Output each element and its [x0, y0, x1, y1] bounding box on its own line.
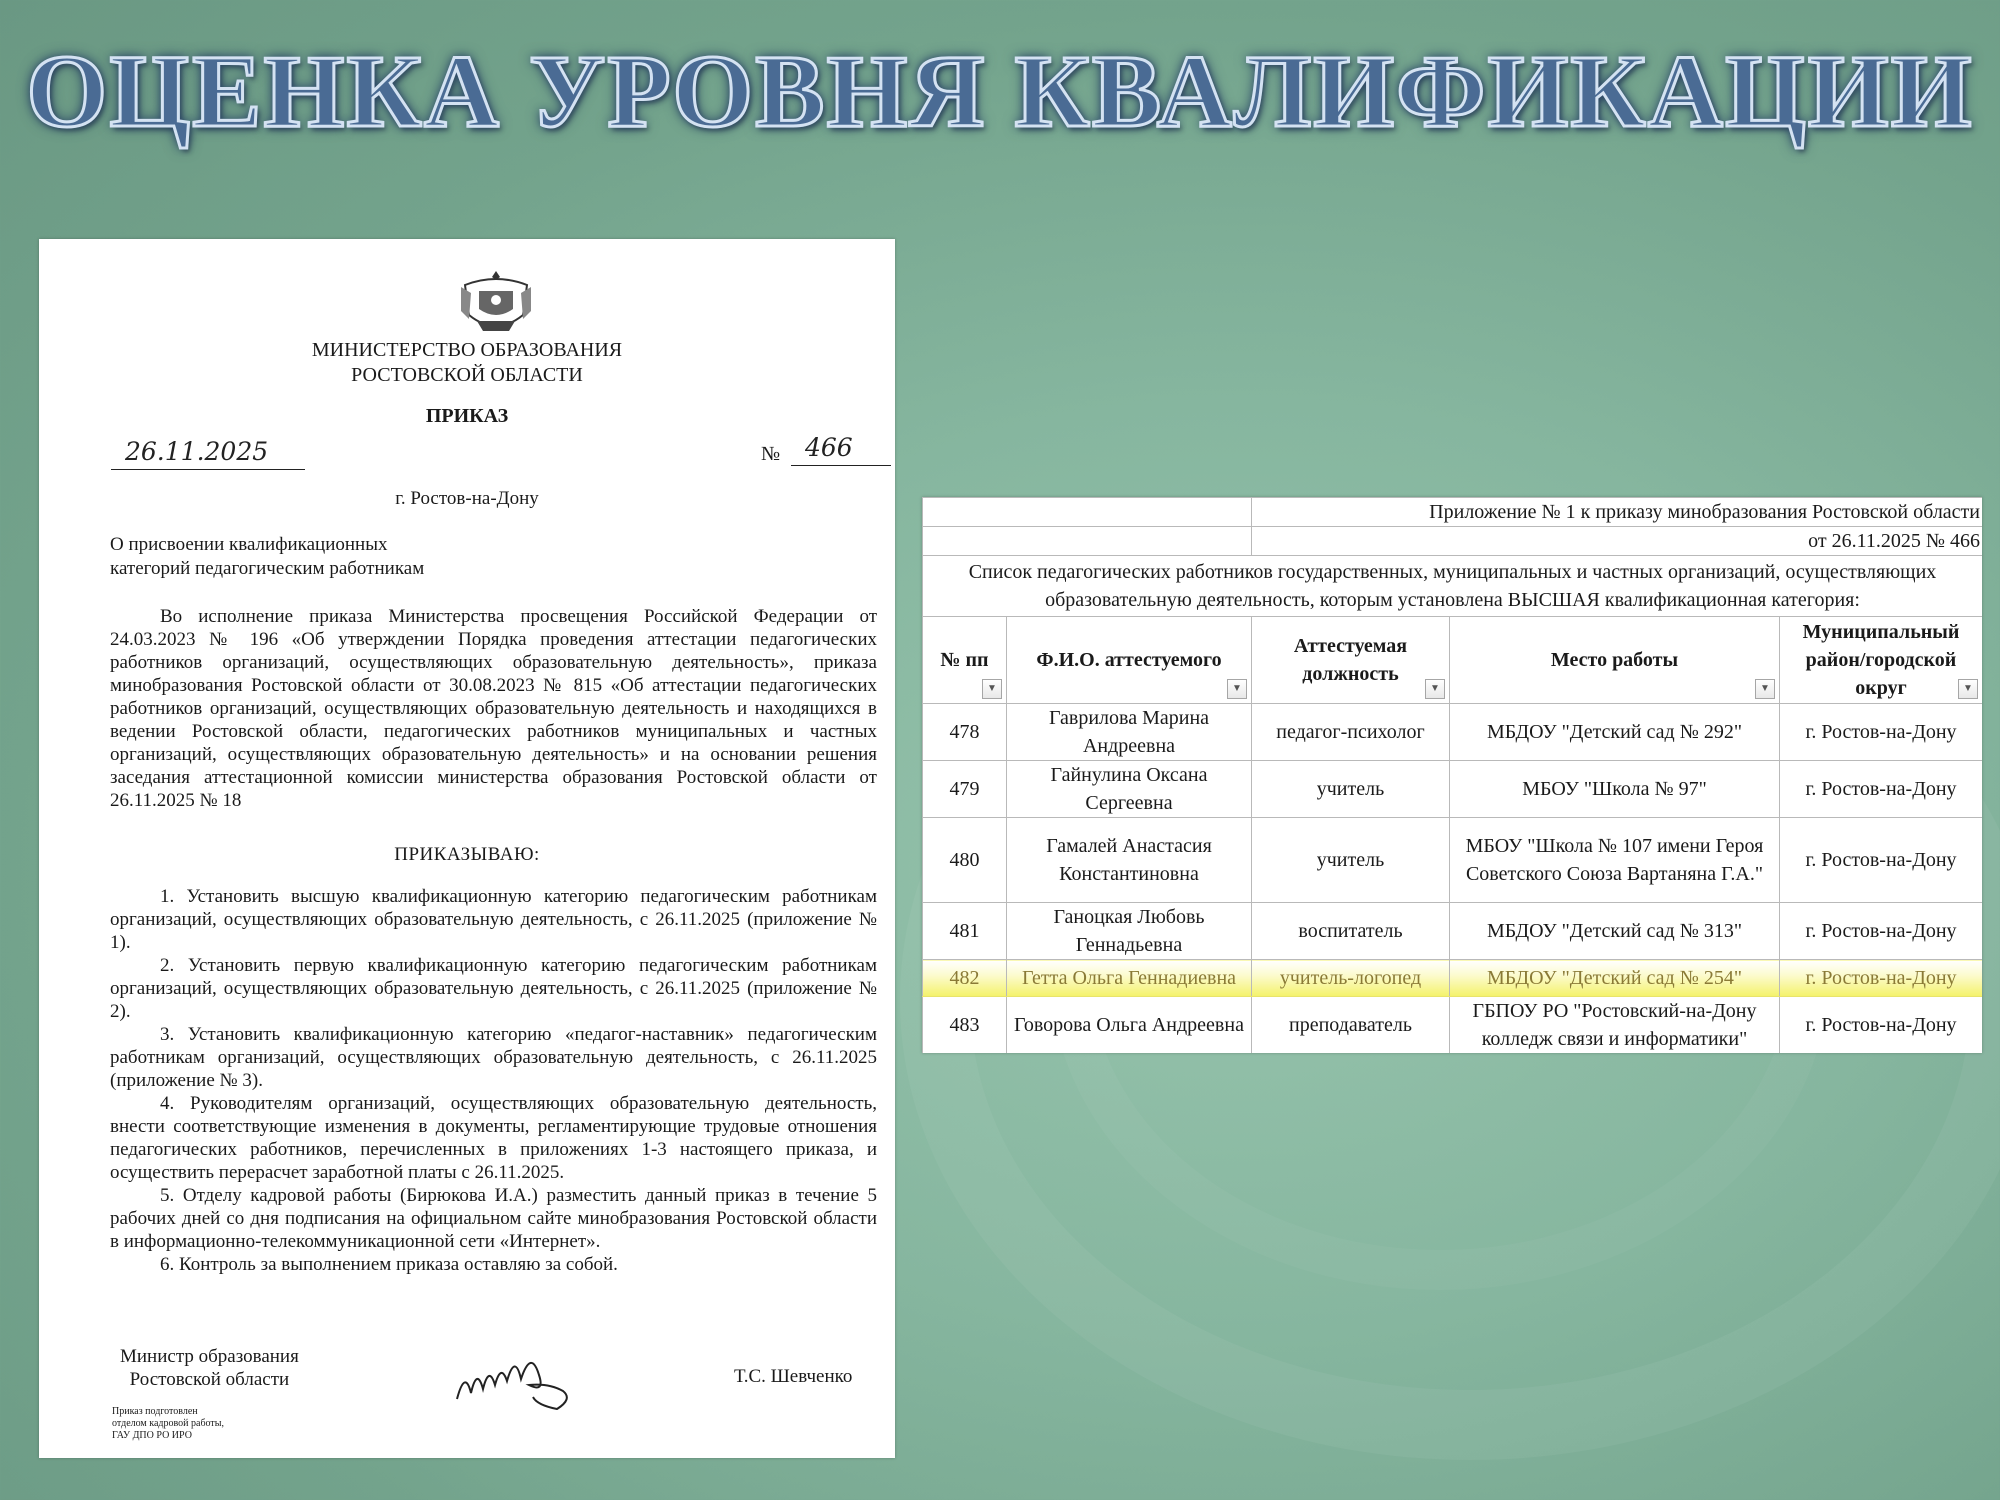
- filter-dropdown-icon[interactable]: ▼: [982, 679, 1002, 699]
- header-district: Муниципальный район/городской округ ▼: [1780, 617, 1983, 704]
- prepared-by-note: Приказ подготовлен отделом кадровой работы, ГАУ ДПО РО ИРО: [112, 1406, 224, 1441]
- order-number: 466: [791, 431, 891, 466]
- annex-title: Приложение № 1 к приказу минобразования Ростовской области: [1252, 498, 1983, 527]
- signatory-name: Т.С. Шевченко: [734, 1366, 853, 1387]
- order-subject: О присвоении квалификационных категорий педагогическим работникам: [110, 534, 425, 579]
- order-item: 4. Руководителям организаций, осуществляющих образовательную деятельность, внести соответствующие изменения в документы, регламентирующие трудовые отношения педагогических работников, перечисленных в приложениях 1-3 настоящего приказа, и осуществить перерасчет заработной платы с 26.11.2025.: [110, 1093, 877, 1183]
- order-word: ПРИКАЗЫВАЮ:: [394, 844, 540, 865]
- annex-table: [922, 497, 1982, 1053]
- table-row: 480 Гамалей Анастасия Константиновна учитель МБОУ "Школа № 107 имени Героя Советского Союза Вартаняна Г.А." г. Ростов-на-Дону: [923, 818, 1983, 903]
- table-row: 479 Гайнулина Оксана Сергеевна учитель МБОУ "Школа № 97" г. Ростов-на-Дону: [923, 761, 1983, 818]
- ministry-name: МИНИСТЕРСТВО ОБРАЗОВАНИЯ РОСТОВСКОЙ ОБЛАСТИ: [311, 339, 623, 386]
- header-position: Аттестуемая должность ▼: [1252, 617, 1450, 704]
- order-item: 3. Установить квалификационную категорию «педагог-наставник» педагогическим работникам организаций, осуществляющих образовательную деятельность, с 26.11.2025 (приложение № 3).: [110, 1024, 877, 1091]
- annex-description: Список педагогических работников государственных, муниципальных и частных организаций, осуществляющих образовательную деятельность, которым установлена ВЫСШАЯ квалификационная категория:: [923, 556, 1983, 617]
- order-document: [39, 239, 895, 1458]
- filter-dropdown-icon[interactable]: ▼: [1227, 679, 1247, 699]
- header-workplace: Место работы ▼: [1450, 617, 1780, 704]
- order-items: [110, 885, 877, 1276]
- table-header-row: [923, 617, 1983, 704]
- order-intro: Во исполнение приказа Министерства просвещения Российской Федерации от 24.03.2023 № 196 «Об утверждении Порядка проведения аттестации педагогических работников организаций, осуществляющих образовательную деятельность», приказа минобразования Ростовской области от 30.08.2023 № 815 «Об аттестации педагогических работников организаций, осуществляющих образовательную деятельность и находящихся в ведении Ростовской области, педагогических работников муниципальных и частных организаций, осуществляющих образовательную деятельность» и на основании решения заседания аттестационной комиссии министерства образования Ростовской области от 26.11.2025 № 18: [110, 606, 877, 811]
- table-row: 483 Говорова Ольга Андреевна преподаватель ГБПОУ РО "Ростовский-на-Дону колледж связи и информатики" г. Ростов-на-Дону: [923, 997, 1983, 1054]
- filter-dropdown-icon[interactable]: ▼: [1425, 679, 1445, 699]
- order-item: 5. Отделу кадровой работы (Бирюкова И.А.) разместить данный приказ в течение 5 рабочих дней со дня подписания на официальном сайте минобразования Ростовской области в информационно-телекоммуникационной сети «Интернет».: [110, 1185, 877, 1252]
- coat-of-arms-icon: [457, 267, 535, 337]
- annex-order-ref: от 26.11.2025 № 466: [1252, 527, 1983, 556]
- header-num: № пп ▼: [923, 617, 1007, 704]
- order-date: 26.11.2025: [111, 435, 305, 470]
- order-item: 1. Установить высшую квалификационную категорию педагогическим работникам организаций, осуществляющих образовательную деятельность, с 26.11.2025 (приложение № 1).: [110, 886, 877, 953]
- signatory-title: Министр образования Ростовской области: [120, 1346, 299, 1390]
- order-number-label: №: [761, 443, 781, 465]
- header-name: Ф.И.О. аттестуемого ▼: [1007, 617, 1252, 704]
- table-row: 478 Гаврилова Марина Андреевна педагог-психолог МБДОУ "Детский сад № 292" г. Ростов-на-Дону: [923, 704, 1983, 761]
- annex-title-row: [923, 498, 1983, 527]
- table-row: 481 Ганоцкая Любовь Геннадьевна воспитатель МБДОУ "Детский сад № 313" г. Ростов-на-Дону: [923, 903, 1983, 960]
- annex-ref-row: [923, 527, 1983, 556]
- filter-dropdown-icon[interactable]: ▼: [1755, 679, 1775, 699]
- slide-title: ОЦЕНКА УРОВНЯ КВАЛИФИКАЦИИ: [26, 34, 1974, 149]
- order-item: 6. Контроль за выполнением приказа оставляю за собой.: [160, 1254, 618, 1275]
- order-item: 2. Установить первую квалификационную категорию педагогическим работникам организаций, осуществляющих образовательную деятельность, с 26.11.2025 (приложение № 2).: [110, 955, 877, 1022]
- order-city: г. Ростов-на-Дону: [395, 488, 539, 509]
- table-row-highlighted: 482 Гетта Ольга Геннадиевна учитель-логопед МБДОУ "Детский сад № 254" г. Ростов-на-Дону: [923, 960, 1983, 997]
- order-title: ПРИКАЗ: [425, 405, 509, 427]
- signature-scribble: [449, 1339, 599, 1419]
- annex-table-excerpt: [922, 497, 1982, 1053]
- annex-description-row: [923, 556, 1983, 617]
- filter-dropdown-icon[interactable]: ▼: [1958, 679, 1978, 699]
